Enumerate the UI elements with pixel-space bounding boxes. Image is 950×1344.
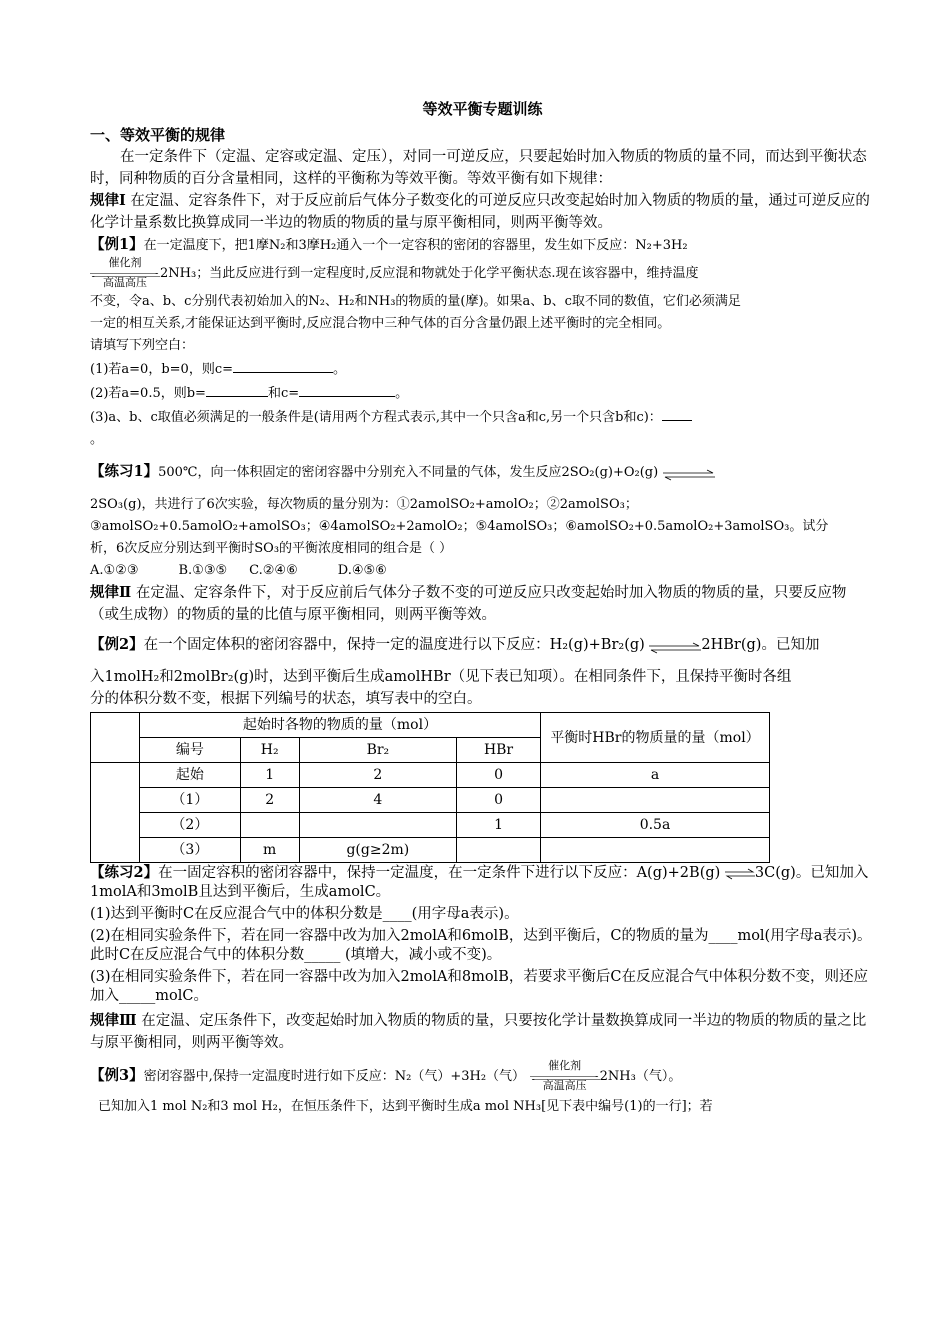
practice-2-q1: (1)达到平衡时C在反应混合气中的体积分数是____(用字母a表示)。 xyxy=(90,906,519,922)
document-page xyxy=(90,98,875,1118)
practice-1-options xyxy=(90,560,875,582)
practice-2-q3: (3)在相同实验条件下，若在同一容器中改为加入2molA和8molB，若要求平衡后C在反应混合气中体积分数不变，则还应加入_____molC。 xyxy=(90,969,868,1004)
blank-c[interactable] xyxy=(233,357,333,373)
table-row: （2） 1 0.5a xyxy=(91,813,770,838)
practice-1-line3: ③amolSO₂+0.5amolO₂+amolSO₃；④4amolSO₂+2amolO₂；⑤4amolSO₃；⑥amolSO₂+0.5amolO₂+3amolSO₃。试分 xyxy=(90,519,829,534)
equilibrium-arrow-icon xyxy=(663,466,715,478)
option-a[interactable]: A.①②③ xyxy=(90,563,139,578)
table-row: 起始 1 2 0 a xyxy=(91,763,770,788)
col-id: 编号 xyxy=(140,738,241,763)
practice-1-line4: 析，6次反应分别达到平衡时SO₃的平衡浓度相同的组合是（ ） xyxy=(90,541,453,556)
hbr-table xyxy=(90,712,770,863)
example-1-line3: 不变，令a、b、c分别代表初始加入的N₂、H₂和NH₃的物质的量(摩)。如果a、b、c取不同的数值，它们必须满足 xyxy=(90,294,741,309)
table-head-group: 起始时各物的物质的量（mol） xyxy=(140,713,541,738)
table-head-right: 平衡时HBr的物质量的量（mol） xyxy=(541,713,770,763)
practice-1-line2: 2SO₃(g)，共进行了6次实验，每次物质的量分别为：①2amolSO₂+amolO₂；②2amolSO₃； xyxy=(90,497,638,512)
section-heading: 一、等效平衡的规律 xyxy=(90,126,226,144)
blank-b[interactable] xyxy=(206,381,268,397)
example-2: 【例2】在一个固定体积的密闭容器中，保持一定的温度进行以下反应：H₂(g)+Br₂(g) 2HBr(g)。已知加 xyxy=(90,636,820,653)
example-1-prompt: 请填写下列空白： xyxy=(90,338,195,353)
example-1-line4: 一定的相互关系,才能保证达到平衡时,反应混合物中三种气体的百分含量仍跟上述平衡时的完全相同。 xyxy=(90,316,671,331)
option-b[interactable]: B.①③⑤ xyxy=(178,563,228,578)
table-corner xyxy=(91,713,140,763)
example-3: 【例3】密闭容器中,保持一定温度时进行如下反应：N₂（气）+3H₂（气） 催化剂 高温高压 2NH₃（气）。 xyxy=(90,1059,682,1092)
rule-2: 规律Ⅱ 在定温、定容条件下，对于反应前后气体分子数不变的可逆反应只改变起始时加入物质的物质的量，只要反应物（或生成物）的物质的量的比值与原平衡相同，则两平衡等效。 xyxy=(90,584,847,623)
example-2-line2: 入1molH₂和2molBr₂(g)时，达到平衡后生成amolHBr（见下表已知项）。在相同条件下，且保持平衡时各组 xyxy=(90,669,792,685)
catalyst-arrow-icon: 催化剂 高温高压 xyxy=(90,259,160,287)
example-2-line3: 分的体积分数不变，根据下列编号的状态，填写表中的空白。 xyxy=(90,691,482,707)
page-title: 等效平衡专题训练 xyxy=(422,100,543,118)
practice-2-q2: (2)在相同实验条件下，若在同一容器中改为加入2molA和6molB，达到平衡后，C的物质的量为____mol(用字母a表示)。此时C在反应混合气中的体积分数_____ (填增大，减小或不变)。 xyxy=(90,928,872,963)
table-side-cell xyxy=(91,763,140,863)
example-1-q1: (1)若a=0，b=0，则c= 。 xyxy=(90,357,875,381)
rule-3: 规律Ⅲ 在定温、定压条件下，改变起始时加入物质的物质的量，只要按化学计量数换算成同一半边的物质的物质的量之比与原平衡相同，则两平衡等效。 xyxy=(90,1012,867,1051)
equilibrium-arrow-icon xyxy=(725,867,755,879)
example-1-reaction-line: 催化剂 高温高压 2NH₃；当此反应进行到一定程度时,反应混和物就处于化学平衡状态.现在该容器中，维持温度 xyxy=(90,259,875,287)
blank-c2[interactable] xyxy=(299,381,395,397)
col-br2: Br₂ xyxy=(299,738,456,763)
catalyst-arrow-icon: 催化剂 高温高压 xyxy=(530,1062,600,1090)
col-hbr: HBr xyxy=(457,738,541,763)
rule-1: 规律Ⅰ 在定温、定容条件下，对于反应前后气体分子数变化的可逆反应只改变起始时加入物质的物质的量，通过可逆反应的化学计量系数比换算成同一半边的物质的物质的量与原平衡相同，则两平衡等效。 xyxy=(90,192,870,231)
col-h2: H₂ xyxy=(240,738,299,763)
example-1-q3-end: 。 xyxy=(90,432,104,447)
practice-2: 【练习2】在一固定容积的密闭容器中，保持一定温度，在一定条件下进行以下反应：A(g)+2B(g) 3C(g)。已知加入1molA和3molB且达到平衡后，生成amolC。 xyxy=(90,864,869,900)
intro-paragraph: 在一定条件下（定温、定容或定温、定压），对同一可逆反应，只要起始时加入物质的物质的量不同，而达到平衡状态时，同种物质的百分含量相同，这样的平衡称为等效平衡。等效平衡有如下规律： xyxy=(90,149,867,187)
option-c[interactable]: C.②④⑥ xyxy=(249,563,298,578)
example-1: 【例1】在一定温度下，把1摩N₂和3摩H₂通入一个一定容积的密闭的容器里，发生如下反应：N₂+3H₂ xyxy=(90,236,688,253)
equilibrium-arrow-icon xyxy=(649,639,701,651)
example-1-q3: (3)a、b、c取值必须满足的一般条件是(请用两个方程式表示,其中一个只含a和c,另一个只含b和c)： xyxy=(90,405,875,429)
example-1-q2: (2)若a=0.5，则b= 和c= 。 xyxy=(90,381,875,405)
table-row: （1） 2 4 0 xyxy=(91,788,770,813)
blank-condition[interactable] xyxy=(662,405,692,421)
example-3-line2: 已知加入1 mol N₂和3 mol H₂，在恒压条件下，达到平衡时生成a mol NH₃[见下表中编号(1)的一行]；若 xyxy=(98,1099,713,1114)
practice-1: 【练习1】500℃，向一体积固定的密闭容器中分别充入不同量的气体，发生反应2SO₂(g)+O₂(g) xyxy=(90,461,875,484)
table-row: （3） m g(g≥2m) xyxy=(91,838,770,863)
option-d[interactable]: D.④⑤⑥ xyxy=(337,563,387,578)
